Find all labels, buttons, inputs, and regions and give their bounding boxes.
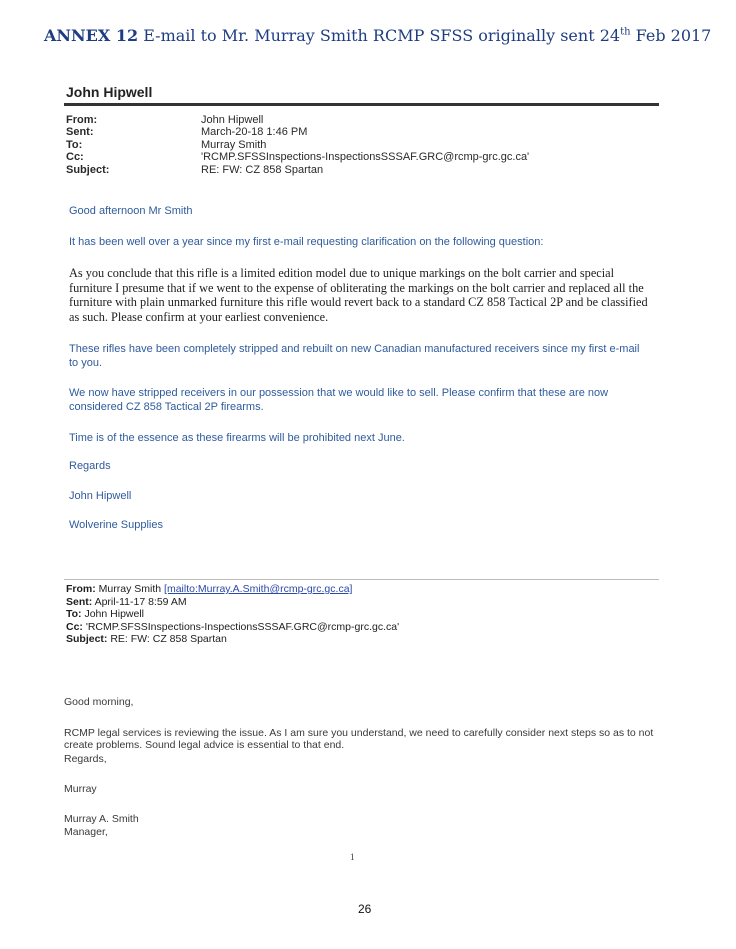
email-headers (66, 114, 529, 176)
header-from: From: John Hipwell (66, 114, 264, 126)
fwd-from: From: Murray Smith [mailto:Murray.A.Smith@rcmp-grc.gc.ca] (66, 583, 353, 595)
forward-divider (64, 579, 659, 580)
reply-closing: Regards, (64, 753, 107, 765)
quoted-question: As you conclude that this rifle is a limited edition model due to unique markings on the bolt carrier and special furniture I presume that if we went to the expense of obliterating the markings on the bolt carrier and replaced all the furniture with plain unmarked furniture this rifle would revert back to a standard CZ 858 Tactical 2P and be classified as such. Please confirm at your earliest convenience. (69, 266, 648, 324)
signature-name: John Hipwell (69, 490, 132, 502)
fwd-subject: Subject: RE: FW: CZ 858 Spartan (66, 633, 227, 646)
annex-heading (44, 26, 711, 45)
reply-title: Manager, (64, 826, 108, 838)
reply-full-name: Murray A. Smith (64, 813, 139, 825)
email-greeting: Good afternoon Mr Smith (69, 205, 193, 217)
header-rule (64, 103, 659, 106)
email-intro: It has been well over a year since my first e-mail requesting clarification on the following question: (69, 236, 544, 248)
header-to: To: Murray Smith (66, 138, 267, 151)
annex-title-superscript: th (620, 26, 631, 38)
fwd-cc: Cc: 'RCMP.SFSSInspections-InspectionsSSSAF.GRC@rcmp-grc.gc.ca' (66, 620, 400, 633)
reply-body: RCMP legal services is reviewing the issue. As I am sure you understand, we need to carefully consider next steps so as to not create problems. Sound legal advice is essential to that end. (64, 727, 654, 752)
annex-title-tail: Feb 2017 (630, 26, 712, 45)
fwd-sent: Sent: April-11-17 8:59 AM (66, 595, 187, 608)
sender-name: John Hipwell (66, 84, 153, 100)
header-sent: Sent: March-20-18 1:46 PM (66, 126, 308, 139)
scan-page-number: 1 (350, 852, 355, 862)
header-subject: Subject: RE: FW: CZ 858 Spartan (66, 163, 324, 176)
forwarded-headers (66, 583, 399, 646)
paragraph-time: Time is of the essence as these firearms will be prohibited next June. (69, 432, 405, 444)
mailto-link[interactable]: [mailto:Murray.A.Smith@rcmp-grc.gc.ca] (164, 583, 353, 595)
paragraph-rebuilt: These rifles have been completely stripped and rebuilt on new Canadian manufactured receivers since my first e-mail to you. (69, 343, 640, 369)
reply-first-name: Murray (64, 783, 97, 795)
fwd-to: To: John Hipwell (66, 608, 144, 621)
reply-greeting: Good morning, (64, 696, 134, 708)
header-cc: Cc: 'RCMP.SFSSInspections-InspectionsSSSAF.GRC@rcmp-grc.gc.ca' (66, 151, 530, 164)
annex-label: ANNEX 12 (44, 26, 139, 45)
annex-title: E-mail to Mr. Murray Smith RCMP SFSS originally sent 24 (143, 26, 621, 45)
signature-company: Wolverine Supplies (69, 519, 163, 531)
email-closing: Regards (69, 460, 111, 472)
page-number: 26 (358, 902, 372, 916)
paragraph-receivers: We now have stripped receivers in our possession that we would like to sell. Please confirm that these are now considered CZ 858 Tactical 2P firearms. (69, 387, 609, 413)
